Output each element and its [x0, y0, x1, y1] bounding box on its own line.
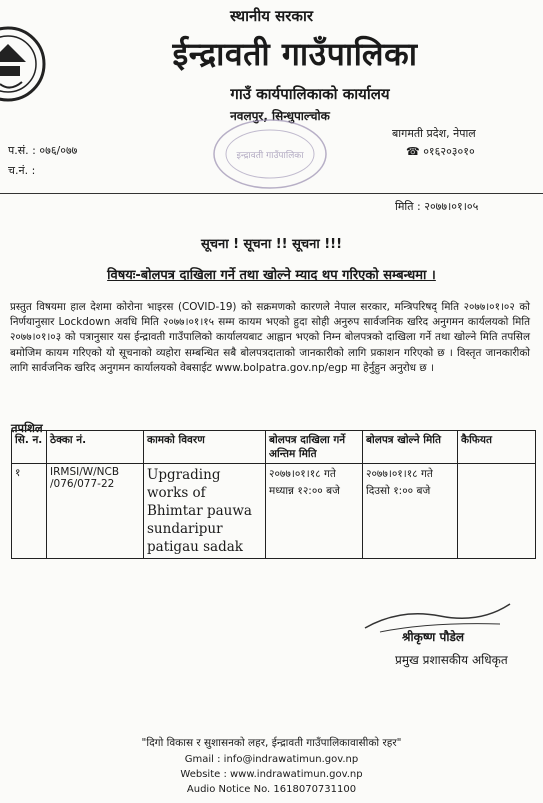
- office-stamp: [200, 116, 340, 192]
- signatory-name: श्रीकृष्ण पौडेल: [402, 630, 465, 644]
- footer-audio-notice: Audio Notice No. 1618070731100: [186, 784, 357, 795]
- cell-remarks: [458, 464, 536, 559]
- col-header-contract-no: ठेक्का नं.: [47, 431, 144, 464]
- notice-body: प्रस्तुत विषयमा हाल देशमा कोरोना भाइरस (COVID-19) को सक्रमणको कारणले नेपाल सरकार, मन्त्रिपरिषद् मिति २०७७।०१।०२ को निर्णयानुसार Lockdown अवधि मिति २०७७।०१।१५ सम्म कायम भएको हुदा सोही अनुरुप सार्वजनिक खरिद अनुगमन कार्यलयको मिति २०७७।०१।०३ को पत्रानुसार यस ईन्द्रावती गाउँपालिको कार्यालयबाट आह्वान भएको निम्न बोलपत्रको दाखिला गर्ने तथा खोल्ने मिति तपसिल बमोजिम कायम गरिएको यो सूचनाको व्यहोरा सम्बन्धित सबै बोलपत्रदाताको जानकारीको लागि प्रकाशन गरिएको छ । विस्तृत जानकारीको लागि सार्वजनिक खरिद अनुगमन कार्यालयको वेबसाईट www.bolpatra.gov.np/egp मा हेर्नुहुन अनुरोध छ ।: [10, 301, 530, 374]
- phone-line: [406, 144, 475, 159]
- table-header-row: [12, 431, 536, 464]
- tender-table: [11, 430, 536, 559]
- ref-patra-sankhya: प.सं. : ०७६/०७७: [8, 144, 78, 157]
- table-row: [12, 464, 536, 559]
- footer-gmail: Gmail : info@indrawatimun.gov.np: [184, 754, 359, 765]
- header-province: बागमती प्रदेश, नेपाल: [392, 127, 476, 140]
- phone-number: ०१६२०३०१०: [423, 145, 475, 158]
- header-local-government: स्थानीय सरकार: [230, 7, 313, 25]
- phone-icon: ☎: [406, 145, 424, 158]
- header-org-name: ईन्द्रावती गाउँपालिका: [172, 35, 418, 73]
- cell-opening-date: २०७७।०१।१८ गते दिउसो १:०० बजे: [363, 464, 458, 559]
- footer-slogan: "दिगो विकास र सुशासनको लहर, ईन्द्रावती गाउँपालिकावासीको रहर": [141, 737, 402, 749]
- notice-date: मिति : २०७७।०१।०५: [395, 200, 479, 213]
- col-header-sn: सि. न.: [12, 431, 47, 464]
- notice-title: सूचना ! सूचना !! सूचना !!!: [200, 237, 343, 252]
- cell-sn: १: [12, 464, 47, 559]
- footer-website: Website : www.indrawatimun.gov.np: [180, 769, 363, 780]
- header-address: नवलपुर, सिन्धुपाल्चोक: [230, 109, 330, 123]
- col-header-opening-date: बोलपत्र खोल्ने मिति: [363, 431, 458, 464]
- signatory-title: प्रमुख प्रशासकीय अधिकृत: [395, 653, 508, 667]
- col-header-remarks: कैफियत: [458, 431, 536, 464]
- nepal-emblem-logo: [0, 22, 46, 106]
- ref-chalani: च.नं. :: [8, 164, 36, 177]
- header-office: गाउँ कार्यपालिकाको कार्यालय: [230, 85, 390, 103]
- cell-contract-no: IRMSI/W/NCB /076/077-22: [47, 464, 144, 559]
- subject-line: [0, 265, 543, 283]
- col-header-description: कामको विवरण: [144, 431, 266, 464]
- col-header-submission-deadline: बोलपत्र दाखिला गर्ने अन्तिम मिति: [266, 431, 363, 464]
- cell-submission-deadline: २०७७।०१।१८ गते मध्यान्न १२:०० बजे: [266, 464, 363, 559]
- cell-description: Upgrading works of Bhimtar pauwa sundaripur patigau sadak: [144, 464, 266, 559]
- header-divider: [0, 193, 543, 194]
- tapsil-label: तपशिल: [11, 421, 43, 435]
- stamp-text: इन्द्रावती गाउँपालिका: [236, 151, 304, 161]
- subject-text: विषयः-बोलपत्र दाखिला गर्ने तथा खोल्ने म्याद थप गरिएको सम्बन्धमा ।: [107, 268, 436, 283]
